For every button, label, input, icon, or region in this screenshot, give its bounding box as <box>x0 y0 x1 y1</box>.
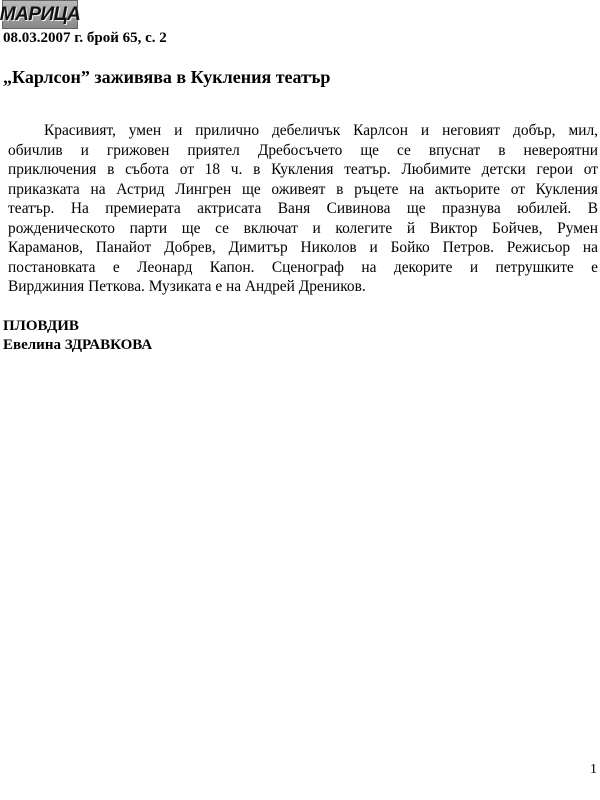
dateline-city: ПЛОВДИВ <box>3 318 79 334</box>
newspaper-logo <box>0 0 81 29</box>
body-line: приключения в събота от 18 ч. в Кукления театър. Любимите детски герои от <box>8 161 598 178</box>
body-line: Красивият, умен и прилично дебеличък Карлсон и неговият добър, мил, <box>44 122 598 139</box>
article-title: „Карлсон” заживява в Кукления театър <box>3 67 331 87</box>
body-line: Вирджиния Петкова. Музиката е на Андрей Дреников. <box>8 278 366 295</box>
article-body <box>8 121 598 297</box>
body-line: постановката е Леонард Капон. Сценограф на декорите и петрушките е <box>8 258 598 276</box>
author-name: Евелина ЗДРАВКОВА <box>3 337 153 353</box>
body-line: приказката на Астрид Лингрен ще оживеят в ръцете на актьорите от Кукления <box>8 180 598 198</box>
body-line: Караманов, Панайот Добрев, Димитър Николов и Бойко Петров. Режисьор на <box>8 239 598 256</box>
body-line: рожденическото парти ще се включат и колегите й Виктор Бойчев, Румен <box>8 219 598 237</box>
issue-date-line: 08.03.2007 г. брой 65, с. 2 <box>3 30 167 46</box>
body-line: обичлив и грижовен приятел Дребосъчето ще се впуснат в невероятни <box>8 141 598 159</box>
logo-text: МАРИЦА <box>0 3 81 25</box>
page-number: 1 <box>590 762 597 777</box>
body-line: театър. На премиерата актрисата Ваня Сивинова ще празнува юбилей. В <box>8 200 598 217</box>
